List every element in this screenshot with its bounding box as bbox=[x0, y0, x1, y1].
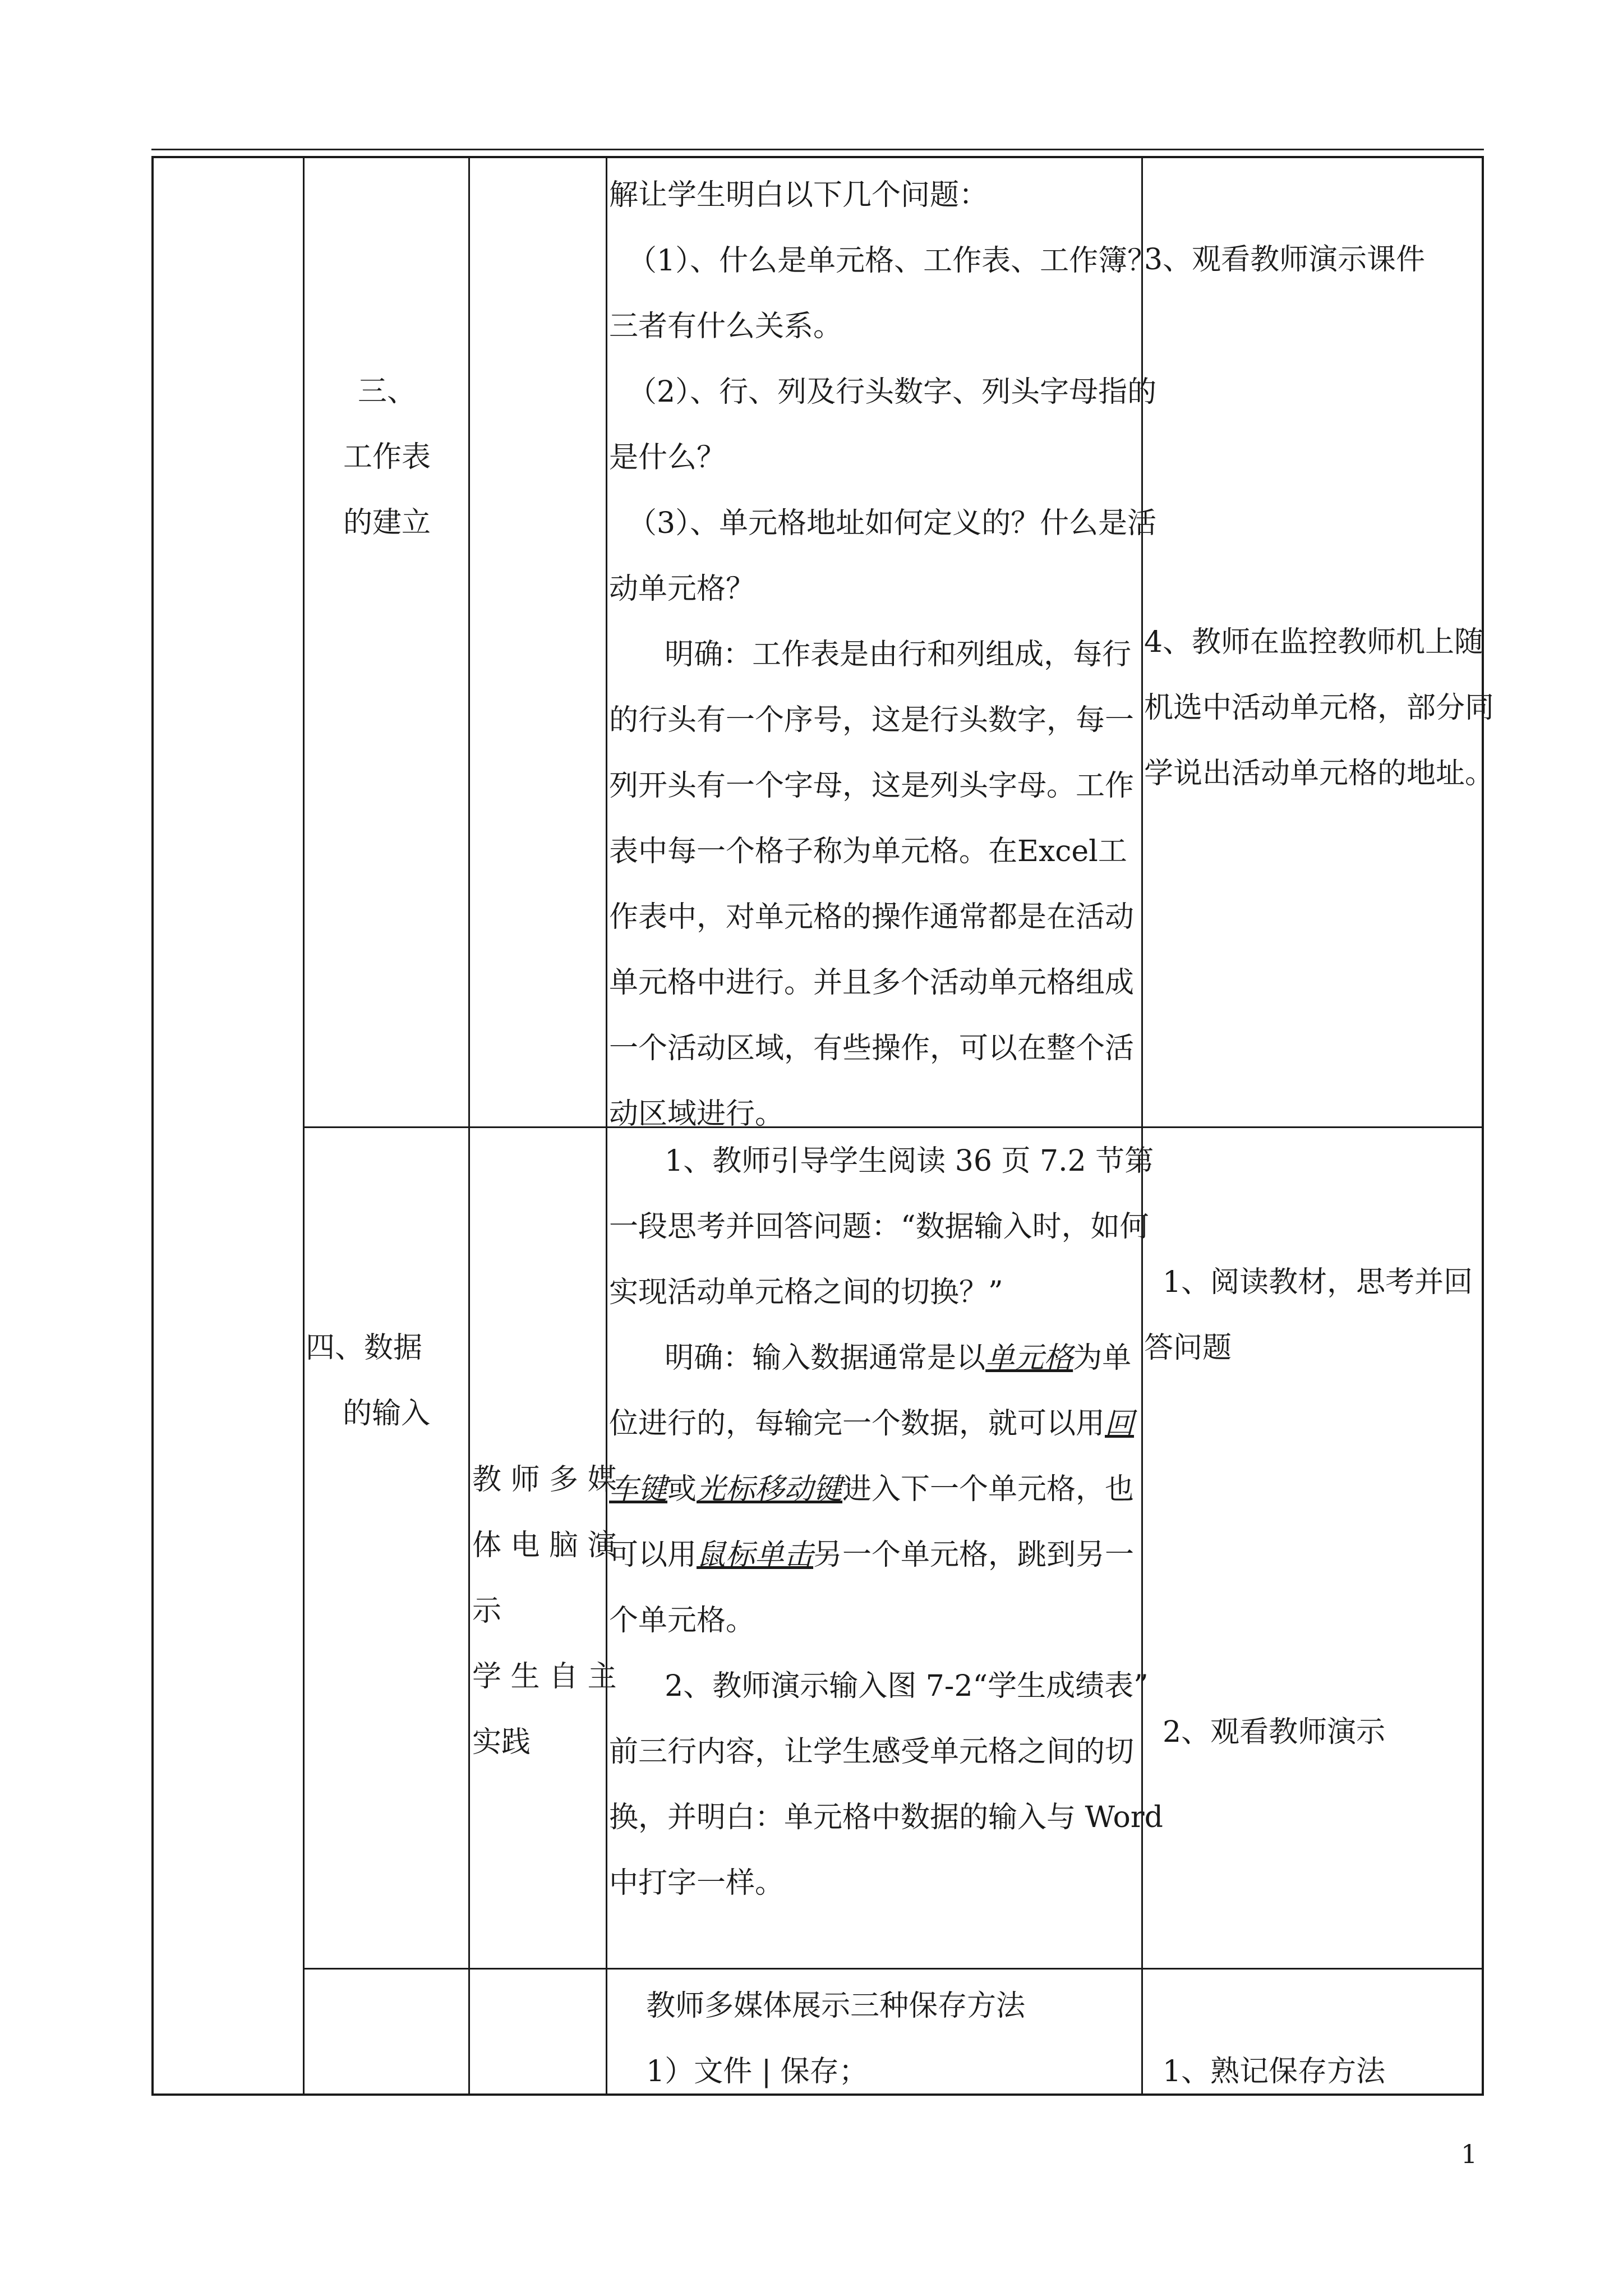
section-4-method: 教 师 多 媒 体 电 脑 演 示 学 生 自 主 实践 bbox=[472, 1463, 617, 1759]
section-3-title: 三、 工作表 的建立 bbox=[343, 375, 431, 540]
column-divider bbox=[303, 156, 305, 2096]
page-number: 1 bbox=[1461, 2139, 1478, 2169]
row-divider bbox=[303, 1968, 1484, 1970]
section-3-student-activity-a: 3、观看教师演示课件 bbox=[1144, 243, 1426, 277]
section-3-student-activity-b: 4、教师在监控教师机上随 机选中活动单元格，部分同 学说出活动单元格的地址。 bbox=[1144, 625, 1495, 790]
section-4-student-activity-a: 1、阅读教材，思考并回 答问题 bbox=[1144, 1266, 1473, 1365]
keyword-mouse-click: 鼠标单击 bbox=[697, 1538, 814, 1572]
keyword-enter: 车键 bbox=[609, 1473, 668, 1506]
section-5-teacher-activity: 教师多媒体展示三种保存方法 1）文件 | 保存； bbox=[609, 1989, 1026, 2088]
section-4-title: 四、数据 的输入 bbox=[306, 1331, 431, 1430]
section-3-teacher-activity: 解让学生明白以下几个问题： （1）、什么是单元格、工作表、工作簿？ 三者有什么关系。 （2）、行、列及行头数字、列头字母指的 是什么？ （3）、单元格地址如何定义的？什么是活 动单元格？ 明确：工作表是由行和列组成，每行 的行头有一个序号，这是行头数字，每一 列开头有一个字母，这是列头字母。工作 表中每一个格子称为单元格。在Excel工 作表中，对单元格的操作通常都是在活动 单元格中进行。并且多个活动单元格组成 一个活动区域，有些操作，可以在整个活 动区域进行。 bbox=[609, 178, 1157, 1131]
column-divider bbox=[606, 156, 607, 2096]
section-4-student-activity-b: 2、观看教师演示 bbox=[1144, 1715, 1386, 1749]
header-rule bbox=[151, 149, 1484, 150]
keyword-arrow-keys: 光标移动键 bbox=[697, 1473, 843, 1506]
section-5-student-activity: 1、熟记保存方法 bbox=[1144, 2055, 1386, 2088]
keyword-enter: 回 bbox=[1105, 1407, 1135, 1441]
column-divider bbox=[468, 156, 470, 2096]
section-4-teacher-activity: 1、教师引导学生阅读 36 页 7.2 节第 一段思考并回答问题：“数据输入时，如何 实现活动单元格之间的切换？” 明确：输入数据通常是以单元格为单 位进行的，每输完一个数据，就可以用回 车键或光标移动键进入下一个单元格，也 可以用鼠标单击另一个单元格，跳到另一 个单元格。 2、教师演示输入图 7-2“学生成绩表” 前三行内容，让学生感受单元格之间的切 换，并明白：单元格中数据的输入与 Word 中打字一样。 bbox=[609, 1144, 1163, 1900]
keyword-cell: 单元格 bbox=[985, 1341, 1073, 1375]
